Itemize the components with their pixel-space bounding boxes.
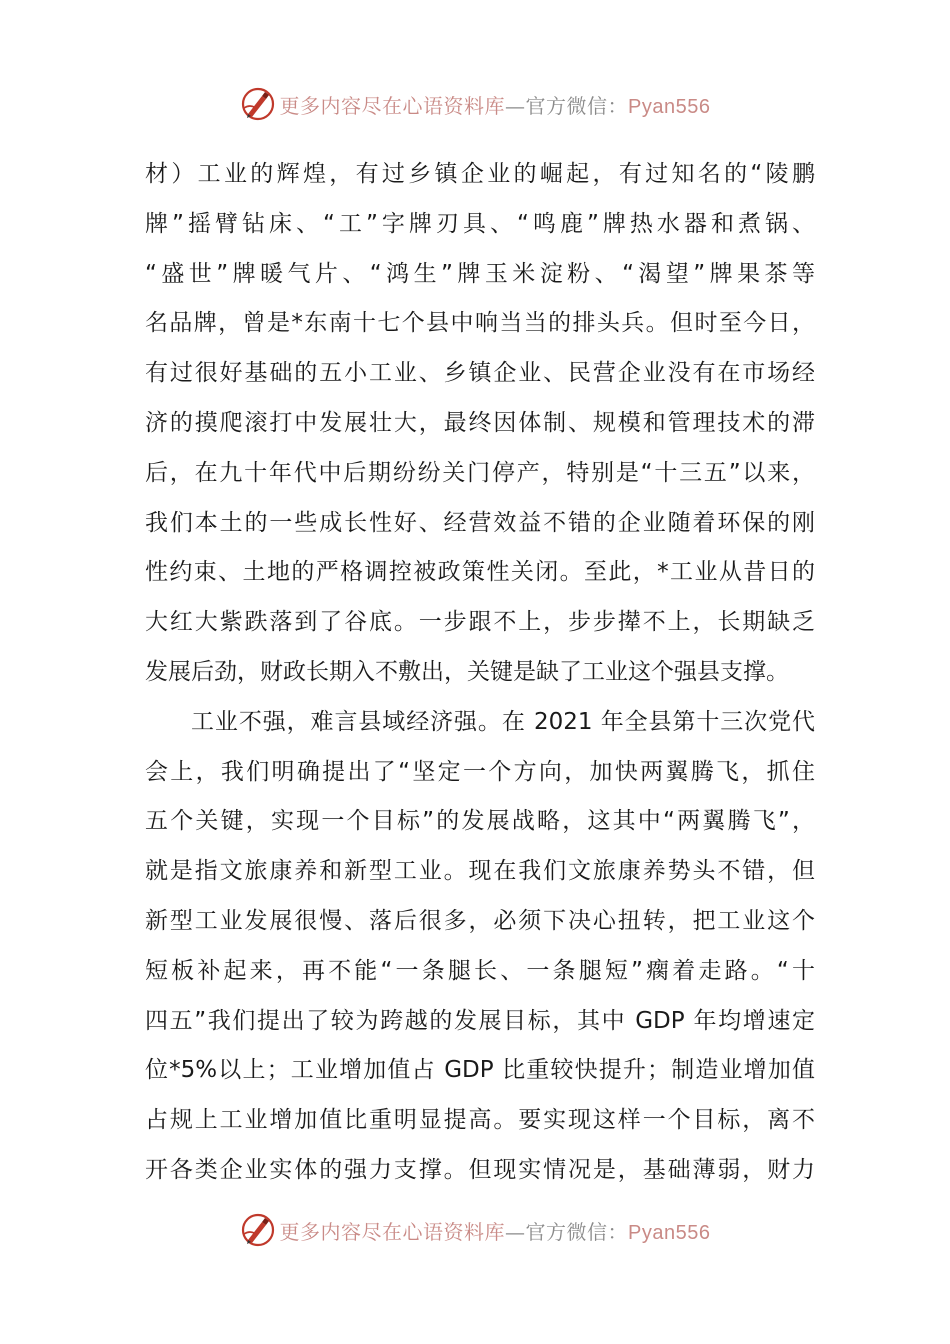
text-line: 我们本土的一些成长性好、经营效益不错的企业随着环保的刚 xyxy=(145,509,815,536)
footer-text xyxy=(280,1216,711,1245)
text-line: 开各类企业实体的强力支撑。但现实情况是，基础薄弱，财力 xyxy=(145,1156,815,1183)
text-line: 就是指文旅康养和新型工业。现在我们文旅康养势头不错，但 xyxy=(145,858,815,885)
pen-logo-icon xyxy=(240,1212,276,1248)
text-line: 位*5%以上；工业增加值占 GDP 比重较快提升；制造业增加值 xyxy=(145,1057,815,1084)
text-line: 占规上工业增加值比重明显提高。要实现这样一个目标，离不 xyxy=(145,1107,815,1134)
text-line: 四五”我们提出了较为跨越的发展目标，其中 GDP 年均增速定 xyxy=(145,1007,815,1034)
pen-logo-icon xyxy=(240,86,276,122)
header-text xyxy=(280,90,711,119)
text-line: 牌”摇臂钻床、“工”字牌刃具、“鸣鹿”牌热水器和煮锅、 xyxy=(145,210,815,237)
text-line: 会上，我们明确提出了“坚定一个方向，加快两翼腾飞，抓住 xyxy=(145,758,815,785)
text-line: 五个关键，实现一个目标”的发展战略，这其中“两翼腾飞”， xyxy=(145,808,815,835)
paragraph-start-line: 工业不强，难言县域经济强。在 2021 年全县第十三次党代 xyxy=(191,708,815,735)
header-separator: —官方微信： xyxy=(505,93,629,118)
header-banner xyxy=(0,84,950,124)
footer-banner xyxy=(0,1210,950,1250)
footer-separator: —官方微信： xyxy=(505,1219,629,1244)
header-handle: Pyan556 xyxy=(628,95,711,118)
text-line: 材）工业的辉煌，有过乡镇企业的崛起，有过知名的“陵鹏 xyxy=(145,161,815,187)
header-brand: 更多内容尽在心语资料库 xyxy=(279,93,506,118)
text-line: 有过很好基础的五小工业、乡镇企业、民营企业没有在市场经 xyxy=(145,360,815,387)
text-line: 名品牌，曾是*东南十七个县中响当当的排头兵。但时至今日， xyxy=(145,310,815,337)
text-line: 新型工业发展很慢、落后很多，必须下决心扭转，把工业这个 xyxy=(145,907,815,934)
document-body xyxy=(145,150,815,1196)
text-line: 后，在九十年代中后期纷纷关门停产，特别是“十三五”以来， xyxy=(145,459,815,486)
footer-brand: 更多内容尽在心语资料库 xyxy=(279,1219,506,1244)
text-line: 发展后劲，财政长期入不敷出，关键是缺了工业这个强县支撑。 xyxy=(145,658,789,685)
text-line: 大红大紫跌落到了谷底。一步跟不上，步步撵不上，长期缺乏 xyxy=(145,609,815,636)
text-line: “盛世”牌暖气片、“鸿生”牌玉米淀粉、“渴望”牌果茶等 xyxy=(145,260,815,287)
footer-handle: Pyan556 xyxy=(628,1221,711,1244)
text-line: 济的摸爬滚打中发展壮大，最终因体制、规模和管理技术的滞 xyxy=(145,409,815,436)
text-line: 短板补起来，再不能“一条腿长、一条腿短”瘸着走路。“十 xyxy=(145,957,815,984)
text-line: 性约束、土地的严格调控被政策性关闭。至此，*工业从昔日的 xyxy=(145,559,815,586)
